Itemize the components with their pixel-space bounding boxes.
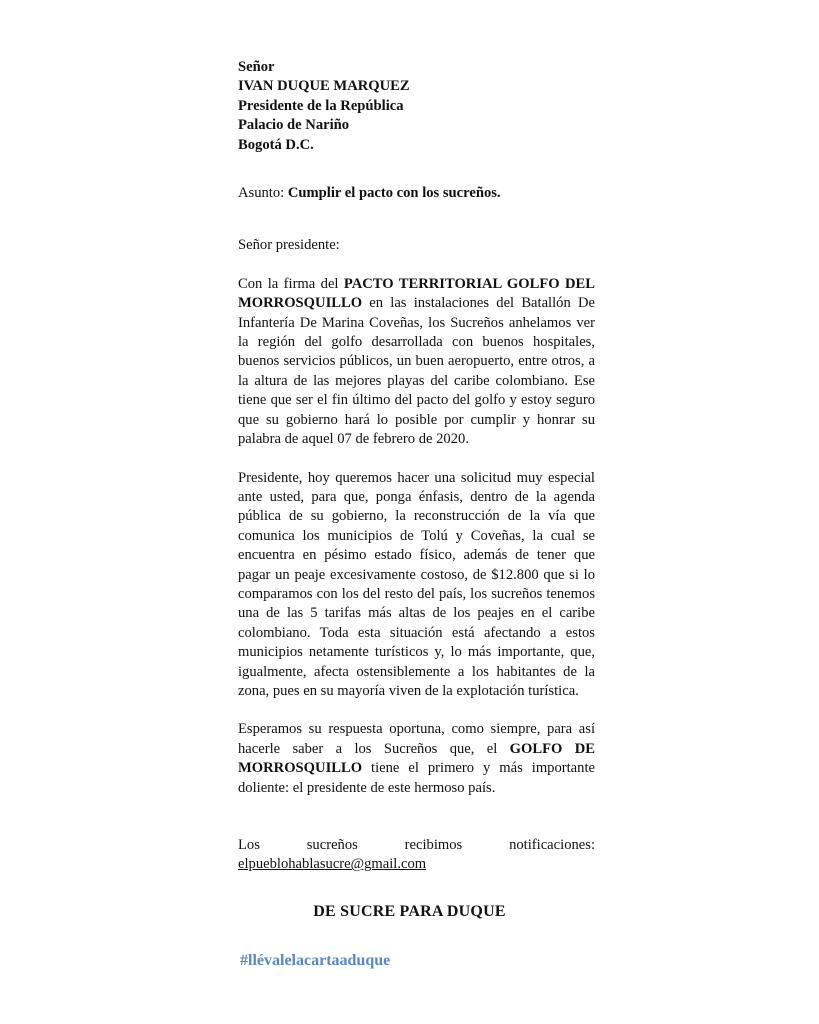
paragraph-closing-bold: GOLFO DE MORROSQUILLO	[238, 740, 595, 777]
address-line-salutation: Señor	[238, 59, 275, 75]
paragraph-closing	[238, 720, 595, 798]
notifications-text: Los sucreños recibimos notificaciones:	[238, 837, 595, 853]
paragraph-request: Presidente, hoy queremos hacer una solicitud muy especial ante usted, para que, ponga énfasis, dentro de la agenda pública de su gobierno, la reconstrucción de la vía que comunica los municipios de Tolú y Coveñas, la cual se encuentra en pésimo estado físico, además de tener que pagar un peaje excesivamente costoso, de $12.800 que si lo comparamos con los del resto del país, los sucreños tenemos una de las 5 tarifas más altas de los peajes en el caribe colombiano. Toda esta situación está afectando a estos municipios netamente turísticos y, lo más importante, que, igualmente, afecta ostensiblemente a los habitantes de la zona, pues en su mayoría viven de la explotación turística.	[238, 469, 595, 699]
address-line-city: Bogotá D.C.	[238, 136, 314, 153]
closing-title: DE SUCRE PARA DUQUE	[313, 903, 506, 920]
letter-body	[238, 58, 595, 875]
paragraph-closing-intro: Esperamos su respuesta oportuna, como siempre, para así hacerle saber a los Sucreños que, el	[238, 721, 595, 757]
recipient-address	[238, 58, 595, 155]
hashtag-link[interactable]: #llévalelacartaaduque	[240, 952, 391, 969]
subject-line	[238, 184, 595, 203]
notifications-email-link[interactable]: elpueblohablasucre@gmail.com	[238, 856, 427, 873]
address-line-name: IVAN DUQUE MARQUEZ	[238, 78, 410, 95]
subject-text: Cumplir el pacto con los sucreños.	[287, 185, 501, 202]
paragraph-pact	[238, 275, 595, 450]
paragraph-pact-rest: en las instalaciones del Batallón De Infantería De Marina Coveñas, los Sucreños anhelamos ver la región del golfo desarrollada con buenos hospitales, buenos servicios públicos, un buen aeropuerto, entre otros, a la altura de las mejores playas del caribe colombiano. Ese tiene que ser el fin último del pacto del golfo y estoy seguro que su gobierno hará lo posible por cumplir y honrar su palabra de aquel 07 de febrero de 2020.	[238, 295, 595, 448]
address-line-place: Palacio de Nariño	[238, 117, 350, 134]
address-line-title: Presidente de la República	[238, 97, 404, 114]
paragraph-pact-bold: PACTO TERRITORIAL GOLFO DEL MORROSQUILLO	[238, 275, 595, 312]
paragraph-closing-rest: tiene el primero y más importante doliente: el presidente de este hermoso país.	[238, 760, 595, 796]
paragraph-pact-intro: Con la firma del	[238, 275, 339, 292]
notifications-email-line	[238, 855, 595, 874]
salutation: Señor presidente:	[238, 237, 340, 254]
subject-label: Asunto:	[238, 185, 285, 202]
